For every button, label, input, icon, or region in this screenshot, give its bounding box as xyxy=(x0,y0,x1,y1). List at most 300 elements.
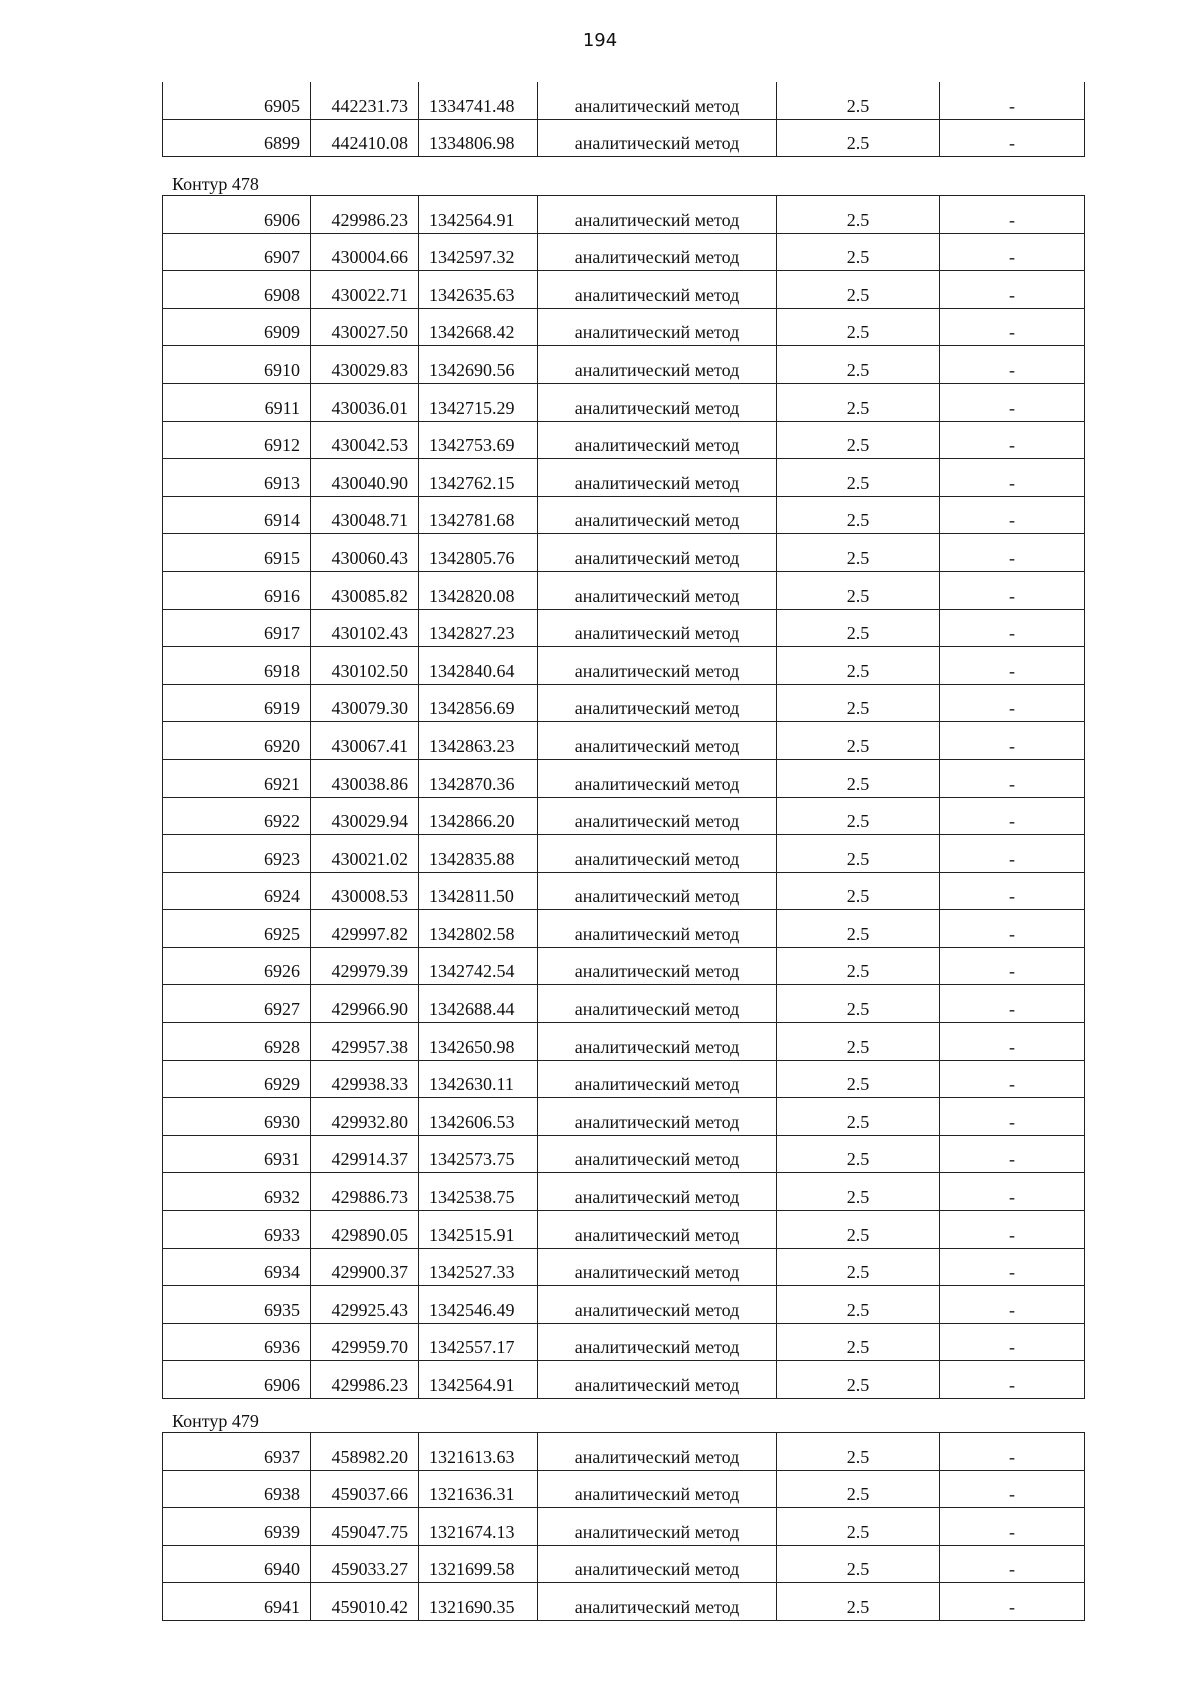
cell-text: 2.5 xyxy=(846,585,870,606)
cell-text: 430102.50 xyxy=(331,660,408,681)
x-coordinate-cell xyxy=(311,1211,419,1249)
accuracy-cell xyxy=(777,647,940,685)
cell-text: 429997.82 xyxy=(331,923,408,944)
accuracy-cell xyxy=(777,947,940,985)
point-number-cell xyxy=(163,82,311,119)
cell-text: 6928 xyxy=(264,1036,300,1057)
cell-text: 6907 xyxy=(264,247,300,268)
cell-text: 429900.37 xyxy=(331,1262,408,1283)
cell-text: - xyxy=(1009,547,1015,568)
accuracy-cell xyxy=(777,1060,940,1098)
cell-text: - xyxy=(1009,660,1015,681)
accuracy-cell xyxy=(777,459,940,497)
x-coordinate-cell xyxy=(311,835,419,873)
cell-text: аналитический метод xyxy=(574,1074,740,1095)
cell-text: - xyxy=(1009,1484,1015,1505)
accuracy-cell xyxy=(777,910,940,948)
cell-text: 1342635.63 xyxy=(429,284,515,305)
x-coordinate-cell xyxy=(311,233,419,271)
cell-text: 429979.39 xyxy=(331,961,408,982)
cell-text: 1321636.31 xyxy=(429,1484,515,1505)
method-cell xyxy=(538,1248,777,1286)
note-cell xyxy=(940,1023,1085,1061)
accuracy-cell xyxy=(777,1211,940,1249)
note-cell xyxy=(940,759,1085,797)
table-row xyxy=(163,1248,1085,1286)
cell-text: 430042.53 xyxy=(331,435,408,456)
point-number-cell xyxy=(163,1098,311,1136)
method-cell xyxy=(538,985,777,1023)
cell-text: 2.5 xyxy=(846,1484,870,1505)
cell-text: - xyxy=(1009,961,1015,982)
x-coordinate-cell xyxy=(311,797,419,835)
cell-text: 6914 xyxy=(264,510,300,531)
y-coordinate-cell xyxy=(419,759,538,797)
x-coordinate-cell xyxy=(311,1060,419,1098)
note-cell xyxy=(940,233,1085,271)
note-cell xyxy=(940,271,1085,309)
accuracy-cell xyxy=(777,1361,940,1399)
table-row xyxy=(163,835,1085,873)
cell-text: - xyxy=(1009,1299,1015,1320)
cell-text: аналитический метод xyxy=(574,1036,740,1057)
note-cell xyxy=(940,722,1085,760)
accuracy-cell xyxy=(777,421,940,459)
method-cell xyxy=(538,797,777,835)
cell-text: 1342527.33 xyxy=(429,1262,515,1283)
table-row xyxy=(163,722,1085,760)
cell-text: 429986.23 xyxy=(331,1375,408,1395)
cell-text: аналитический метод xyxy=(574,1149,740,1170)
point-number-cell xyxy=(163,1060,311,1098)
cell-text: 1342690.56 xyxy=(429,359,515,380)
table-row xyxy=(163,233,1085,271)
table-row xyxy=(163,459,1085,497)
x-coordinate-cell xyxy=(311,421,419,459)
cell-text: аналитический метод xyxy=(574,1596,740,1617)
cell-text: 430102.43 xyxy=(331,623,408,644)
cell-text: - xyxy=(1009,209,1015,230)
note-cell xyxy=(940,872,1085,910)
accuracy-cell xyxy=(777,835,940,873)
method-cell xyxy=(538,1135,777,1173)
cell-text: - xyxy=(1009,811,1015,832)
method-cell xyxy=(538,271,777,309)
cell-text: 430067.41 xyxy=(331,735,408,756)
cell-text: 1342866.20 xyxy=(429,811,515,832)
cell-text: - xyxy=(1009,923,1015,944)
x-coordinate-cell xyxy=(311,647,419,685)
cell-text: 1342835.88 xyxy=(429,848,515,869)
page-number: 194 xyxy=(582,30,618,51)
cell-text: аналитический метод xyxy=(574,773,740,794)
cell-text: - xyxy=(1009,735,1015,756)
cell-text: 1342762.15 xyxy=(429,472,515,493)
cell-text: - xyxy=(1009,848,1015,869)
note-cell xyxy=(940,947,1085,985)
cell-text: 430040.90 xyxy=(331,472,408,493)
method-cell xyxy=(538,496,777,534)
accuracy-cell xyxy=(777,1583,940,1621)
cell-text: 2.5 xyxy=(846,1337,870,1358)
y-coordinate-cell xyxy=(419,233,538,271)
point-number-cell xyxy=(163,835,311,873)
cell-text: 1342856.69 xyxy=(429,698,515,719)
note-cell xyxy=(940,571,1085,609)
note-cell xyxy=(940,1470,1085,1508)
method-cell xyxy=(538,82,777,119)
cell-text: аналитический метод xyxy=(574,1375,740,1395)
cell-text: аналитический метод xyxy=(574,585,740,606)
cell-text: 430048.71 xyxy=(331,510,408,531)
cell-text: 429957.38 xyxy=(331,1036,408,1057)
cell-text: 6941 xyxy=(264,1596,300,1617)
coordinate-table xyxy=(162,1432,1085,1621)
cell-text: аналитический метод xyxy=(574,660,740,681)
accuracy-cell xyxy=(777,119,940,157)
point-number-cell xyxy=(163,1135,311,1173)
cell-text: 2.5 xyxy=(846,133,870,154)
coordinate-table xyxy=(162,195,1085,1399)
y-coordinate-cell xyxy=(419,1060,538,1098)
note-cell xyxy=(940,496,1085,534)
point-number-cell xyxy=(163,534,311,572)
cell-text: 2.5 xyxy=(846,247,870,268)
cell-text: 1342840.64 xyxy=(429,660,515,681)
x-coordinate-cell xyxy=(311,383,419,421)
cell-text: 2.5 xyxy=(846,397,870,418)
table-row xyxy=(163,947,1085,985)
table-row xyxy=(163,1433,1085,1471)
table-row xyxy=(163,1135,1085,1173)
method-cell xyxy=(538,1098,777,1136)
table-row xyxy=(163,609,1085,647)
cell-text: 6921 xyxy=(264,773,300,794)
y-coordinate-cell xyxy=(419,647,538,685)
method-cell xyxy=(538,647,777,685)
cell-text: 430085.82 xyxy=(331,585,408,606)
cell-text: 2.5 xyxy=(846,1521,870,1542)
note-cell xyxy=(940,308,1085,346)
cell-text: 1342805.76 xyxy=(429,547,515,568)
method-cell xyxy=(538,534,777,572)
cell-text: 442410.08 xyxy=(331,133,408,154)
cell-text: 429938.33 xyxy=(331,1074,408,1095)
x-coordinate-cell xyxy=(311,1545,419,1583)
cell-text: 458982.20 xyxy=(331,1446,408,1467)
cell-text: 429959.70 xyxy=(331,1337,408,1358)
y-coordinate-cell xyxy=(419,947,538,985)
cell-text: аналитический метод xyxy=(574,1187,740,1208)
cell-text: 6906 xyxy=(264,209,300,230)
cell-text: - xyxy=(1009,1559,1015,1580)
point-number-cell xyxy=(163,1508,311,1546)
cell-text: 6899 xyxy=(264,133,300,154)
cell-text: аналитический метод xyxy=(574,1262,740,1283)
cell-text: 6926 xyxy=(264,961,300,982)
cell-text: 442231.73 xyxy=(331,95,408,116)
point-number-cell xyxy=(163,722,311,760)
method-cell xyxy=(538,308,777,346)
cell-text: - xyxy=(1009,1036,1015,1057)
point-number-cell xyxy=(163,383,311,421)
cell-text: 2.5 xyxy=(846,1559,870,1580)
x-coordinate-cell xyxy=(311,308,419,346)
cell-text: 2.5 xyxy=(846,961,870,982)
table-row xyxy=(163,985,1085,1023)
accuracy-cell xyxy=(777,1433,940,1471)
method-cell xyxy=(538,1323,777,1361)
point-number-cell xyxy=(163,1545,311,1583)
y-coordinate-cell xyxy=(419,82,538,119)
note-cell xyxy=(940,119,1085,157)
method-cell xyxy=(538,233,777,271)
note-cell xyxy=(940,1545,1085,1583)
table-row xyxy=(163,1098,1085,1136)
cell-text: 1334806.98 xyxy=(429,133,515,154)
point-number-cell xyxy=(163,196,311,234)
cell-text: 6923 xyxy=(264,848,300,869)
point-number-cell xyxy=(163,1361,311,1399)
cell-text: - xyxy=(1009,585,1015,606)
point-number-cell xyxy=(163,609,311,647)
cell-text: 2.5 xyxy=(846,848,870,869)
method-cell xyxy=(538,1023,777,1061)
method-cell xyxy=(538,1433,777,1471)
cell-text: аналитический метод xyxy=(574,1299,740,1320)
cell-text: 429986.23 xyxy=(331,209,408,230)
accuracy-cell xyxy=(777,233,940,271)
method-cell xyxy=(538,835,777,873)
cell-text: 1342597.32 xyxy=(429,247,515,268)
point-number-cell xyxy=(163,872,311,910)
cell-text: 2.5 xyxy=(846,510,870,531)
point-number-cell xyxy=(163,496,311,534)
cell-text: 1342753.69 xyxy=(429,435,515,456)
x-coordinate-cell xyxy=(311,119,419,157)
cell-text: 2.5 xyxy=(846,999,870,1020)
cell-text: 459037.66 xyxy=(331,1484,408,1505)
accuracy-cell xyxy=(777,759,940,797)
note-cell xyxy=(940,421,1085,459)
point-number-cell xyxy=(163,910,311,948)
cell-text: аналитический метод xyxy=(574,397,740,418)
table-row xyxy=(163,1211,1085,1249)
cell-text: 6910 xyxy=(264,359,300,380)
cell-text: 6919 xyxy=(264,698,300,719)
table-row xyxy=(163,119,1085,157)
x-coordinate-cell xyxy=(311,82,419,119)
cell-text: - xyxy=(1009,95,1015,116)
cell-text: - xyxy=(1009,510,1015,531)
cell-text: 430021.02 xyxy=(331,848,408,869)
cell-text: 429932.80 xyxy=(331,1111,408,1132)
cell-text: 6924 xyxy=(264,886,300,907)
y-coordinate-cell xyxy=(419,1361,538,1399)
cell-text: 1334741.48 xyxy=(429,95,515,116)
cell-text: - xyxy=(1009,1187,1015,1208)
table-row xyxy=(163,910,1085,948)
cell-text: 6931 xyxy=(264,1149,300,1170)
cell-text: аналитический метод xyxy=(574,811,740,832)
cell-text: аналитический метод xyxy=(574,284,740,305)
method-cell xyxy=(538,1361,777,1399)
note-cell xyxy=(940,82,1085,119)
x-coordinate-cell xyxy=(311,1470,419,1508)
point-number-cell xyxy=(163,1173,311,1211)
note-cell xyxy=(940,910,1085,948)
x-coordinate-cell xyxy=(311,1248,419,1286)
cell-text: - xyxy=(1009,1521,1015,1542)
accuracy-cell xyxy=(777,346,940,384)
x-coordinate-cell xyxy=(311,947,419,985)
cell-text: 430029.94 xyxy=(331,811,408,832)
x-coordinate-cell xyxy=(311,684,419,722)
accuracy-cell xyxy=(777,383,940,421)
method-cell xyxy=(538,1286,777,1324)
y-coordinate-cell xyxy=(419,119,538,157)
cell-text: 430027.50 xyxy=(331,322,408,343)
accuracy-cell xyxy=(777,308,940,346)
accuracy-cell xyxy=(777,1545,940,1583)
cell-text: 2.5 xyxy=(846,1375,870,1395)
method-cell xyxy=(538,947,777,985)
cell-text: 6922 xyxy=(264,811,300,832)
cell-text: 1342820.08 xyxy=(429,585,515,606)
method-cell xyxy=(538,609,777,647)
table-row xyxy=(163,759,1085,797)
y-coordinate-cell xyxy=(419,1098,538,1136)
cell-text: 1342668.42 xyxy=(429,322,515,343)
x-coordinate-cell xyxy=(311,1323,419,1361)
table-row xyxy=(163,496,1085,534)
x-coordinate-cell xyxy=(311,196,419,234)
cell-text: - xyxy=(1009,1224,1015,1245)
accuracy-cell xyxy=(777,1470,940,1508)
cell-text: 2.5 xyxy=(846,322,870,343)
x-coordinate-cell xyxy=(311,459,419,497)
method-cell xyxy=(538,872,777,910)
note-cell xyxy=(940,684,1085,722)
note-cell xyxy=(940,985,1085,1023)
method-cell xyxy=(538,1470,777,1508)
method-cell xyxy=(538,1508,777,1546)
point-number-cell xyxy=(163,1286,311,1324)
cell-text: 6916 xyxy=(264,585,300,606)
table-row xyxy=(163,1323,1085,1361)
cell-text: аналитический метод xyxy=(574,886,740,907)
cell-text: 6913 xyxy=(264,472,300,493)
cell-text: - xyxy=(1009,1337,1015,1358)
cell-text: 6932 xyxy=(264,1187,300,1208)
cell-text: аналитический метод xyxy=(574,1337,740,1358)
note-cell xyxy=(940,1583,1085,1621)
cell-text: 2.5 xyxy=(846,1187,870,1208)
cell-text: - xyxy=(1009,1262,1015,1283)
cell-text: 2.5 xyxy=(846,1149,870,1170)
note-cell xyxy=(940,835,1085,873)
cell-text: аналитический метод xyxy=(574,209,740,230)
x-coordinate-cell xyxy=(311,496,419,534)
point-number-cell xyxy=(163,985,311,1023)
cell-text: 1321613.63 xyxy=(429,1446,515,1467)
cell-text: 1321674.13 xyxy=(429,1521,515,1542)
point-number-cell xyxy=(163,759,311,797)
point-number-cell xyxy=(163,308,311,346)
cell-text: 1342781.68 xyxy=(429,510,515,531)
cell-text: аналитический метод xyxy=(574,547,740,568)
cell-text: 2.5 xyxy=(846,1446,870,1467)
coordinate-table-continued xyxy=(162,82,1078,157)
cell-text: - xyxy=(1009,623,1015,644)
cell-text: 6915 xyxy=(264,547,300,568)
note-cell xyxy=(940,383,1085,421)
x-coordinate-cell xyxy=(311,1433,419,1471)
cell-text: 430004.66 xyxy=(331,247,408,268)
point-number-cell xyxy=(163,1583,311,1621)
x-coordinate-cell xyxy=(311,910,419,948)
note-cell xyxy=(940,459,1085,497)
y-coordinate-cell xyxy=(419,910,538,948)
cell-text: 2.5 xyxy=(846,1299,870,1320)
cell-text: 459033.27 xyxy=(331,1559,408,1580)
cell-text: аналитический метод xyxy=(574,999,740,1020)
cell-text: 6936 xyxy=(264,1337,300,1358)
cell-text: 2.5 xyxy=(846,435,870,456)
cell-text: - xyxy=(1009,359,1015,380)
cell-text: 6918 xyxy=(264,660,300,681)
note-cell xyxy=(940,1135,1085,1173)
cell-text: 2.5 xyxy=(846,698,870,719)
table-row xyxy=(163,346,1085,384)
method-cell xyxy=(538,759,777,797)
point-number-cell xyxy=(163,233,311,271)
cell-text: 6905 xyxy=(264,95,300,116)
cell-text: 1342688.44 xyxy=(429,999,515,1020)
y-coordinate-cell xyxy=(419,496,538,534)
cell-text: - xyxy=(1009,435,1015,456)
point-number-cell xyxy=(163,947,311,985)
cell-text: 1342827.23 xyxy=(429,623,515,644)
cell-text: - xyxy=(1009,397,1015,418)
y-coordinate-cell xyxy=(419,872,538,910)
cell-text: 1342546.49 xyxy=(429,1299,515,1320)
y-coordinate-cell xyxy=(419,722,538,760)
cell-text: 6929 xyxy=(264,1074,300,1095)
cell-text: аналитический метод xyxy=(574,133,740,154)
cell-text: 2.5 xyxy=(846,359,870,380)
table-row xyxy=(163,1470,1085,1508)
cell-text: 6938 xyxy=(264,1484,300,1505)
table-row xyxy=(163,684,1085,722)
coordinate-table-contour-478 xyxy=(162,195,1078,1399)
cell-text: - xyxy=(1009,133,1015,154)
cell-text: аналитический метод xyxy=(574,923,740,944)
method-cell xyxy=(538,910,777,948)
cell-text: 430036.01 xyxy=(331,397,408,418)
point-number-cell xyxy=(163,1211,311,1249)
table-row xyxy=(163,797,1085,835)
x-coordinate-cell xyxy=(311,534,419,572)
table-row xyxy=(163,1173,1085,1211)
table-row xyxy=(163,271,1085,309)
y-coordinate-cell xyxy=(419,684,538,722)
cell-text: 2.5 xyxy=(846,1111,870,1132)
x-coordinate-cell xyxy=(311,609,419,647)
cell-text: - xyxy=(1009,773,1015,794)
cell-text: аналитический метод xyxy=(574,1484,740,1505)
cell-text: 429886.73 xyxy=(331,1187,408,1208)
